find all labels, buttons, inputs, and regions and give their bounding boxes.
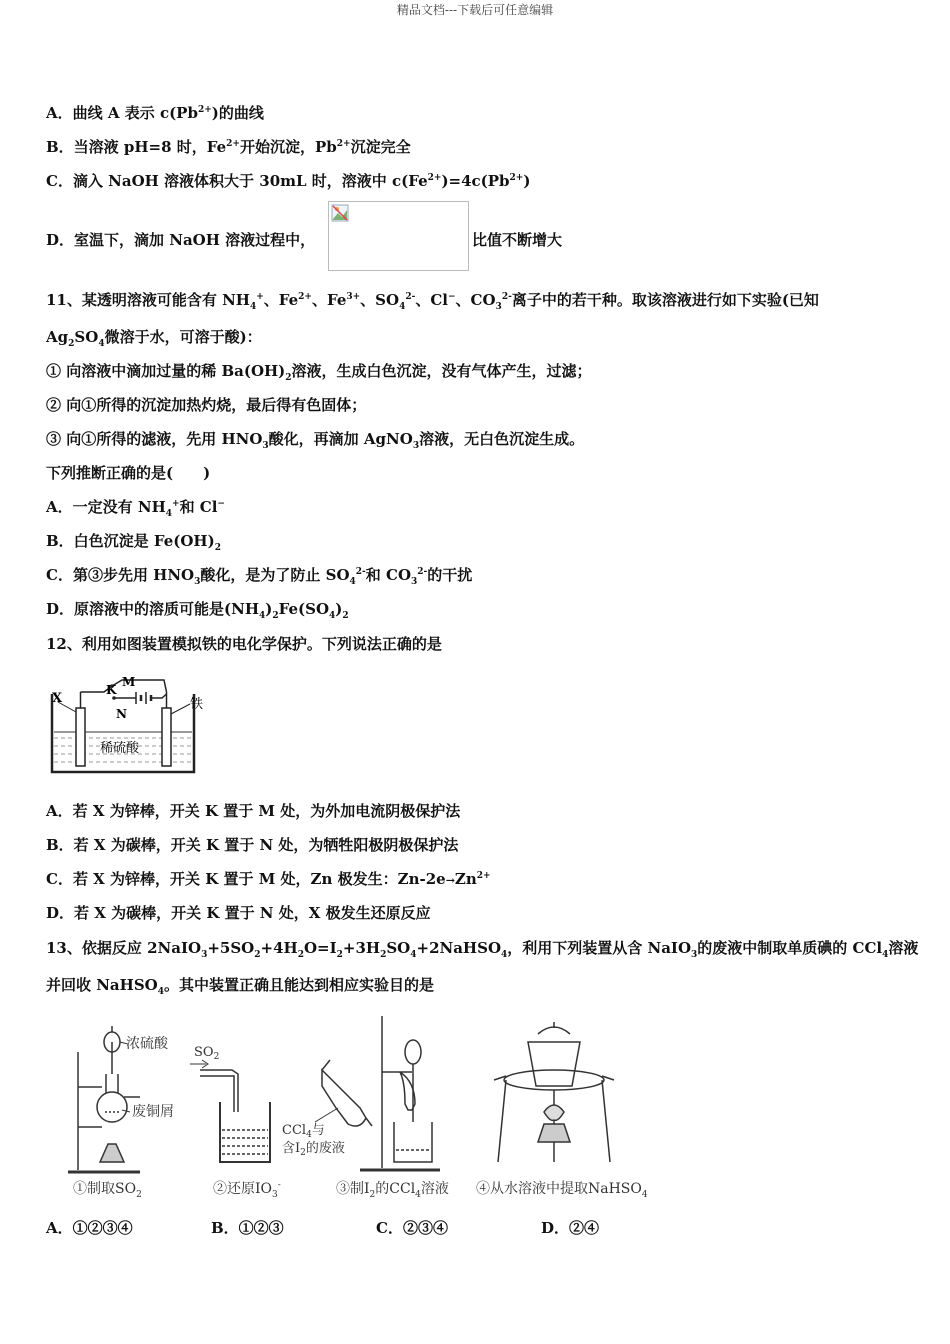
q13-apparatus-figure — [60, 1012, 680, 1177]
q10-option-d-suffix: 比值不断增大 — [472, 231, 563, 249]
q10-option-b: B．当溶液 pH=8 时，$Fe^{2+}$开始沉淀，$Pb^{2+}$沉淀完全 — [46, 138, 411, 156]
label-scrap-copper: 废铜屑 — [132, 1104, 174, 1120]
broken-image-placeholder — [328, 201, 469, 271]
q12-stem: 12、利用如图装置模拟铁的电化学保护。下列说法正确的是 — [46, 635, 442, 653]
label-ccl4-with: CCl$_4$与 — [282, 1123, 325, 1140]
q13-option-b: B．①②③ — [211, 1219, 284, 1237]
q12-electrochem-figure — [44, 672, 219, 778]
label-dilute-sulfuric-acid: 稀硫酸 — [100, 741, 140, 756]
q12-option-c: C．若 X 为锌棒，开关 K 置于 M 处，Zn 极发生：$Zn-2e\to Zn^{2+}$ — [46, 870, 491, 888]
q10-option-a: A．曲线 A 表示 $c(Pb^{2+})$的曲线 — [46, 104, 264, 122]
q11-option-a: A．一定没有 $NH_4^+$和 Cl− — [46, 498, 225, 519]
q11-step3: ③ 向①所得的滤液，先用 $HNO_3$酸化，再滴加 AgNO$_3$溶液，无白色沉淀生成。 — [46, 430, 585, 451]
q13-option-a: A．①②③④ — [46, 1219, 133, 1237]
q10-option-d-prefix: D．室温下，滴加 NaOH 溶液过程中， — [46, 231, 316, 249]
q11-option-c: C．第③步先用 $HNO_3$酸化，是为了防止 $SO_4^{2-}$和 $CO_3^{2-}$的干扰 — [46, 566, 473, 587]
label-iron: 铁 — [190, 697, 204, 712]
q12-option-d: D．若 X 为碳棒，开关 K 置于 N 处，X 极发生还原反应 — [46, 904, 431, 922]
caption-3: ③制$I_2$的CCl$_4$溶液 — [336, 1181, 449, 1200]
q12-option-b: B．若 X 为碳棒，开关 K 置于 N 处，为牺牲阳极阴极保护法 — [46, 836, 459, 854]
broken-image-icon — [331, 204, 349, 222]
label-iodine-waste: 含$I_2$的废液 — [282, 1141, 345, 1158]
q11-option-b: B．白色沉淀是 $Fe(OH)_2$ — [46, 532, 221, 553]
q13-stem-line2: 并回收 NaHSO$_4$。其中装置正确且能达到相应实验目的是 — [46, 976, 435, 997]
q13-option-d: D．②④ — [541, 1219, 600, 1237]
q11-step1: ① 向溶液中滴加过量的稀 $Ba(OH)_2$溶液，生成白色沉淀，没有气体产生，过滤； — [46, 362, 592, 383]
q11-stem-line2: $Ag_2SO_4$微溶于水，可溶于酸)： — [46, 328, 262, 349]
q11-option-d: D．原溶液中的溶质可能是$(NH_4)_2Fe(SO_4)_2$ — [46, 600, 349, 621]
q11-step2: ② 向①所得的沉淀加热灼烧，最后得有色固体； — [46, 396, 367, 414]
label-x: X — [52, 691, 63, 706]
label-so2: $SO_2$ — [194, 1045, 220, 1062]
q10-option-c: C．滴入 NaOH 溶液体积大于 30mL 时，溶液中 $c(Fe^{2+})=4c(Pb^{2+})$ — [46, 172, 531, 190]
caption-2: ②还原$IO_3^-$ — [213, 1180, 281, 1200]
label-conc-sulfuric-acid: 浓硫酸 — [126, 1036, 168, 1052]
label-m: M — [122, 675, 136, 689]
q13-option-c: C．②③④ — [376, 1219, 448, 1237]
q12-option-a: A．若 X 为锌棒，开关 K 置于 M 处，为外加电流阴极保护法 — [46, 802, 461, 820]
q11-stem-line1: 11、某透明溶液可能含有 $NH_4^+$、$Fe^{2+}$、$Fe^{3+}$、$SO_4^{2-}$、Cl−、$CO_3^{2-}$离子中的若干种。取该溶液进行如下实验(已知 — [46, 291, 819, 312]
label-k: K — [106, 683, 117, 697]
q11-question: 下列推断正确的是( ) — [46, 464, 211, 482]
caption-1: ①制取$SO_2$ — [73, 1181, 142, 1200]
apparatus-4-evaporation-setup — [494, 1022, 614, 1162]
apparatus-2-reduction-beaker — [190, 1060, 270, 1162]
label-n: N — [116, 707, 127, 721]
caption-4: ④从水溶液中提取NaHSO$_4$ — [476, 1181, 648, 1200]
page-header: 精品文档---下载后可任意编辑 — [396, 3, 554, 17]
q13-stem-line1: 13、依据反应 $2NaIO_3+5SO_2+4H_2O=I_2+3H_2SO_4+2NaHSO_4$，利用下列装置从含 NaIO$_3$的废液中制取单质碘的 CCl$_4$溶液 — [46, 939, 919, 960]
